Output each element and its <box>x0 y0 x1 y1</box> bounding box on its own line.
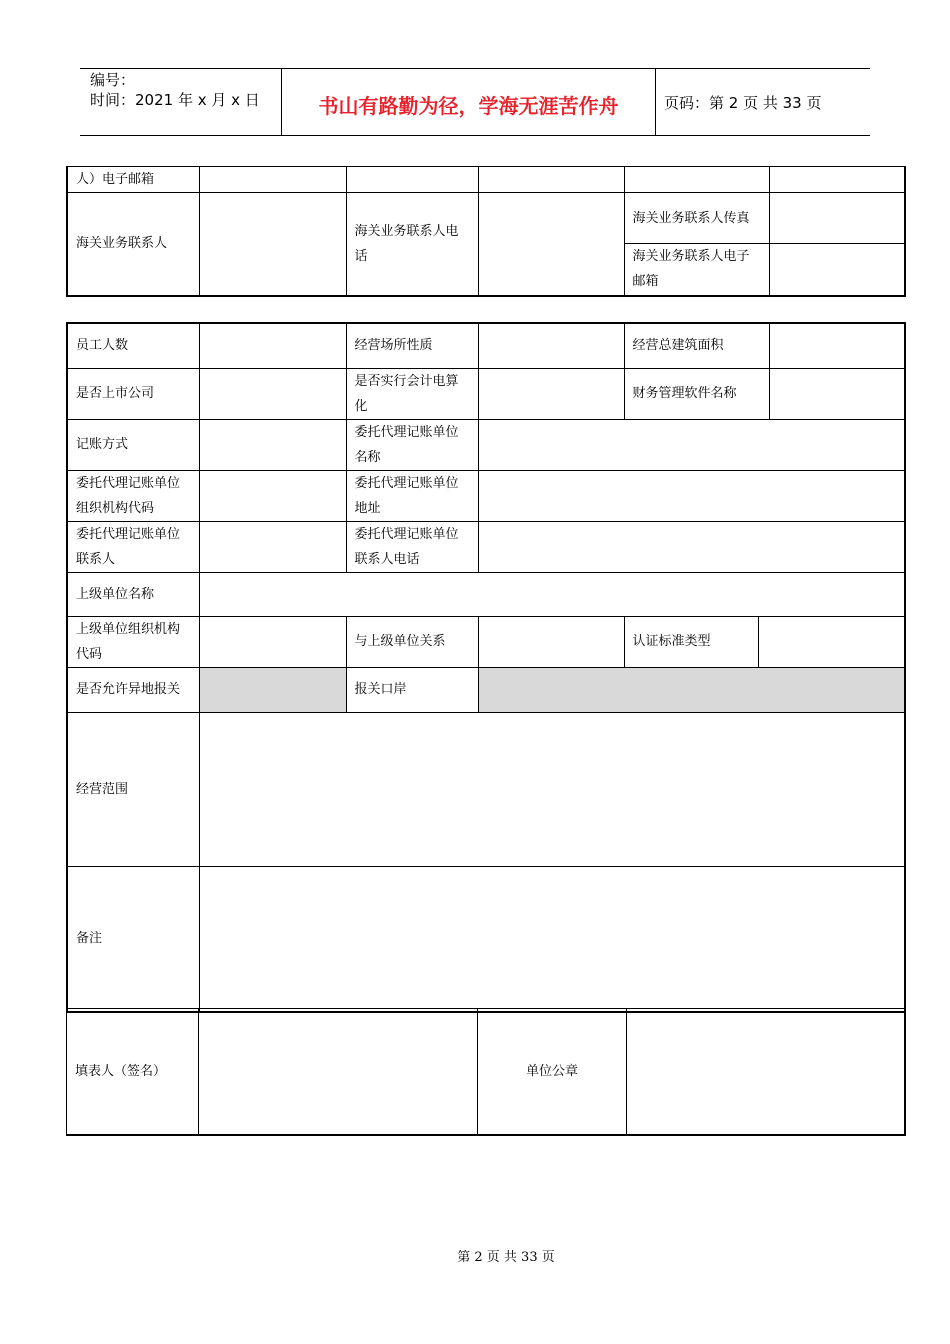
document-number-label: 编号： <box>90 71 136 89</box>
parent-relation-value[interactable] <box>478 616 624 667</box>
premises-nature-label: 经营场所性质 <box>346 323 478 368</box>
agent-contact-label: 委托代理记账单位联系人 <box>67 521 199 572</box>
computerized-accounting-label: 是否实行会计电算化 <box>346 368 478 419</box>
email-value-3[interactable] <box>478 167 624 193</box>
finance-software-label: 财务管理软件名称 <box>624 368 769 419</box>
company-seal-label: 单位公章 <box>478 1009 627 1135</box>
premises-nature-value[interactable] <box>478 323 624 368</box>
cert-standard-type-value[interactable] <box>758 616 905 667</box>
header-motto: 书山有路勤为径，学海无涯苦作舟 <box>318 94 619 118</box>
declaration-port-value[interactable] <box>478 667 905 712</box>
customs-contact-fax-label: 海关业务联系人传真 <box>624 193 769 244</box>
parent-name-label: 上级单位名称 <box>67 572 199 616</box>
finance-software-value[interactable] <box>769 368 905 419</box>
document-date: 时间：2021 年 x 月 x 日 <box>90 91 260 109</box>
customs-contact-email-label: 海关业务联系人电子邮箱 <box>624 244 769 296</box>
agent-address-value[interactable] <box>478 470 905 521</box>
employees-label: 员工人数 <box>67 323 199 368</box>
parent-relation-label: 与上级单位关系 <box>346 616 478 667</box>
contact-table <box>66 166 906 297</box>
company-info-table <box>66 322 906 1013</box>
total-floor-area-label: 经营总建筑面积 <box>624 323 769 368</box>
remarks-label: 备注 <box>67 866 199 1012</box>
remote-declaration-label: 是否允许异地报关 <box>67 667 199 712</box>
signature-table <box>66 1008 906 1136</box>
customs-contact-phone-label: 海关业务联系人电话 <box>346 193 478 296</box>
header-bottom-rule <box>80 135 870 136</box>
header-divider-right <box>655 68 656 136</box>
remote-declaration-value[interactable] <box>199 667 346 712</box>
customs-contact-fax-value[interactable] <box>769 193 905 244</box>
employees-value[interactable] <box>199 323 346 368</box>
agent-org-code-label: 委托代理记账单位组织机构代码 <box>67 470 199 521</box>
filler-signature-label: 填表人（签名） <box>67 1009 199 1135</box>
listed-company-value[interactable] <box>199 368 346 419</box>
parent-name-value[interactable] <box>199 572 905 616</box>
customs-contact-label: 海关业务联系人 <box>67 193 199 296</box>
business-scope-value[interactable] <box>199 712 905 866</box>
agent-contact-phone-value[interactable] <box>478 521 905 572</box>
header-page-info: 页码：第 2 页 共 33 页 <box>664 94 822 112</box>
parent-org-code-label: 上级单位组织机构代码 <box>67 616 199 667</box>
header-top-rule <box>80 68 870 69</box>
email-value-1[interactable] <box>199 167 346 193</box>
cert-standard-type-label: 认证标准类型 <box>624 616 758 667</box>
company-seal-value[interactable] <box>627 1009 905 1135</box>
email-continuation-label: 人）电子邮箱 <box>67 167 199 193</box>
agent-contact-phone-label: 委托代理记账单位联系人电话 <box>346 521 478 572</box>
remarks-value[interactable] <box>199 866 905 1012</box>
agent-address-label: 委托代理记账单位地址 <box>346 470 478 521</box>
footer-page-number: 第 2 页 共 33 页 <box>457 1250 555 1265</box>
filler-signature-value[interactable] <box>199 1009 478 1135</box>
agent-name-label: 委托代理记账单位名称 <box>346 419 478 470</box>
computerized-accounting-value[interactable] <box>478 368 624 419</box>
agent-contact-value[interactable] <box>199 521 346 572</box>
agent-name-value[interactable] <box>478 419 905 470</box>
declaration-port-label: 报关口岸 <box>346 667 478 712</box>
customs-contact-email-value[interactable] <box>769 244 905 296</box>
parent-org-code-value[interactable] <box>199 616 346 667</box>
bookkeeping-method-value[interactable] <box>199 419 346 470</box>
email-value-2[interactable] <box>346 167 478 193</box>
agent-org-code-value[interactable] <box>199 470 346 521</box>
customs-contact-value[interactable] <box>199 193 346 296</box>
bookkeeping-method-label: 记账方式 <box>67 419 199 470</box>
customs-contact-phone-value[interactable] <box>478 193 624 296</box>
listed-company-label: 是否上市公司 <box>67 368 199 419</box>
email-value-5[interactable] <box>769 167 905 193</box>
total-floor-area-value[interactable] <box>769 323 905 368</box>
email-value-4[interactable] <box>624 167 769 193</box>
business-scope-label: 经营范围 <box>67 712 199 866</box>
